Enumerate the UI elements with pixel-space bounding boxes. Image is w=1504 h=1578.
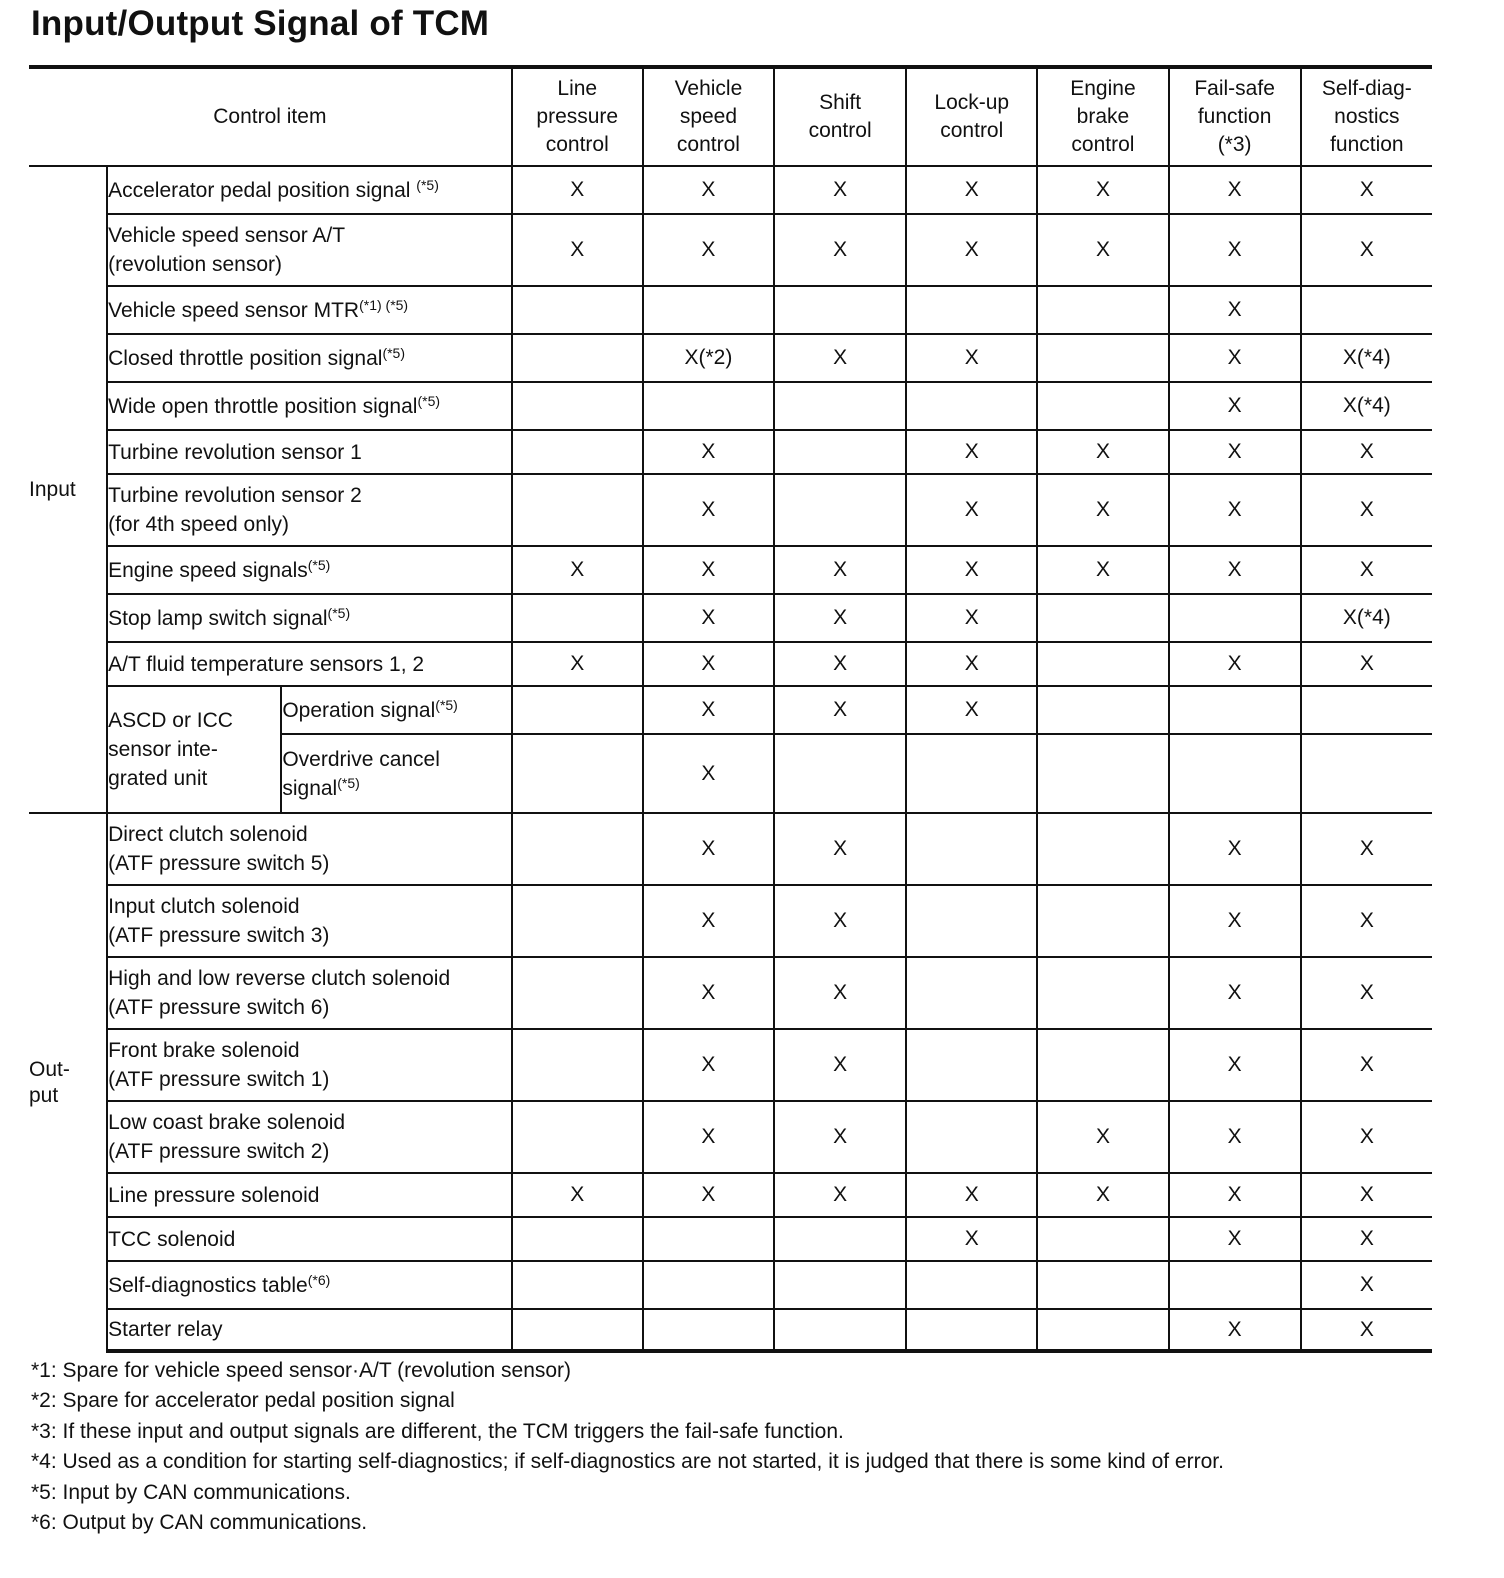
text-line: A/T fluid temperature sensors 1, 2 (108, 652, 425, 676)
mark-cell (906, 1029, 1037, 1101)
mark-cell: X (774, 957, 906, 1029)
mark-cell: X(*2) (643, 334, 774, 382)
mark-cell: X (1169, 957, 1301, 1029)
mark-cell (643, 1309, 774, 1351)
text-line: Self-diag- (1321, 77, 1412, 100)
text-line: function (1330, 133, 1404, 156)
mark-cell: X (1037, 1101, 1168, 1173)
mark-cell (1037, 1261, 1168, 1309)
mark-cell: X (774, 885, 906, 957)
mark-cell: X (643, 813, 774, 885)
footnote-ref: (*5) (417, 392, 441, 409)
mark-cell: X (1169, 1101, 1301, 1173)
text-line: Input (29, 477, 76, 501)
mark-cell (1037, 1029, 1168, 1101)
table-row (29, 686, 1432, 734)
mark-cell: X (1301, 1217, 1432, 1261)
mark-cell (643, 382, 774, 430)
mark-cell: X (512, 642, 643, 686)
page-title: Input/Output Signal of TCM (31, 4, 490, 43)
table-body (29, 166, 1432, 1351)
mark-cell: X (774, 642, 906, 686)
mark-cell (512, 957, 643, 1029)
mark-cell: X (1169, 1309, 1301, 1351)
mark-cell (512, 382, 643, 430)
mark-cell: X (906, 686, 1037, 734)
mark-cell: X (1301, 1101, 1432, 1173)
text-line: Line (557, 77, 598, 100)
mark-cell (1037, 885, 1168, 957)
mark-cell (512, 885, 643, 957)
text-line: nostics (1334, 105, 1400, 128)
table-row (29, 1173, 1432, 1217)
mark-cell: X (774, 334, 906, 382)
text-line: High and low reverse clutch solenoid (108, 967, 451, 990)
mark-cell (774, 382, 906, 430)
mark-cell (1169, 734, 1301, 813)
text-line: ASCD or ICC (108, 709, 233, 732)
text-line: Turbine revolution sensor 2 (108, 484, 362, 507)
table-row (29, 885, 1432, 957)
footnote-4: *4: Used as a condition for starting self-diagnostics; if self-diagnostics are not started, it is judged that there is some kind of error. (31, 1450, 1224, 1474)
mark-cell (774, 286, 906, 334)
mark-cell: X (643, 430, 774, 474)
mark-cell: X (774, 1101, 906, 1173)
mark-cell (1301, 686, 1432, 734)
text-line: Out- (29, 1057, 70, 1081)
mark-cell: X (1169, 382, 1301, 430)
mark-cell: X (643, 642, 774, 686)
mark-cell: X (1301, 1261, 1432, 1309)
mark-cell: X (1169, 642, 1301, 686)
table-row (29, 546, 1432, 594)
mark-cell: X (1169, 474, 1301, 546)
mark-cell: X (643, 1029, 774, 1101)
table-row (29, 1309, 1432, 1351)
table-row (29, 166, 1432, 214)
mark-cell: X (774, 594, 906, 642)
row-label (107, 1101, 512, 1173)
mark-cell: X (906, 214, 1037, 286)
text-line: Self-diagnostics table (108, 1273, 308, 1297)
text-line: Fail-safe (1194, 77, 1275, 100)
mark-cell: X (906, 334, 1037, 382)
text-line: Accelerator pedal position signal (108, 178, 417, 202)
mark-cell (774, 1309, 906, 1351)
mark-cell: X (906, 1217, 1037, 1261)
mark-cell: X (643, 686, 774, 734)
row-label (107, 286, 512, 334)
header-col-1 (512, 67, 643, 166)
row-label (107, 813, 512, 885)
mark-cell: X (643, 957, 774, 1029)
text-line: Engine speed signals (108, 558, 308, 582)
mark-cell (643, 1261, 774, 1309)
text-line: control (545, 133, 609, 156)
text-line: Vehicle speed sensor A/T (108, 224, 346, 247)
mark-cell: X (774, 1173, 906, 1217)
text-line: Lock-up (934, 91, 1010, 114)
mark-cell (512, 686, 643, 734)
mark-cell: X (1301, 1309, 1432, 1351)
mark-cell (512, 1217, 643, 1261)
mark-cell (906, 382, 1037, 430)
mark-cell: X (1301, 885, 1432, 957)
mark-cell (774, 1217, 906, 1261)
footnote-ref: (*6) (307, 1271, 331, 1288)
row-label (281, 734, 511, 813)
mark-cell: X (1301, 813, 1432, 885)
row-label (107, 334, 512, 382)
table-row (29, 813, 1432, 885)
footnote-1: *1: Spare for vehicle speed sensor·A/T (revolution sensor) (31, 1359, 572, 1382)
text-line: Front brake solenoid (108, 1039, 300, 1062)
mark-cell (512, 334, 643, 382)
text-line: Vehicle speed sensor MTR (108, 298, 360, 322)
mark-cell: X (512, 166, 643, 214)
text-line: put (29, 1083, 59, 1107)
mark-cell: X (1301, 474, 1432, 546)
mark-cell (1169, 1261, 1301, 1309)
mark-cell: X (1169, 1173, 1301, 1217)
mark-cell: X (774, 546, 906, 594)
text-line: control (676, 133, 740, 156)
mark-cell: X (1169, 334, 1301, 382)
footnote-ref: (*5) (327, 604, 351, 621)
row-label (107, 1217, 512, 1261)
footnote-2: *2: Spare for accelerator pedal position signal (31, 1389, 455, 1413)
mark-cell (512, 474, 643, 546)
mark-cell (1037, 813, 1168, 885)
footnote-ref: (*5) (307, 556, 331, 573)
text-line: Direct clutch solenoid (108, 823, 308, 846)
mark-cell (906, 957, 1037, 1029)
mark-cell: X (906, 166, 1037, 214)
row-label (107, 885, 512, 957)
header-col-3 (774, 67, 906, 166)
mark-cell (512, 813, 643, 885)
text-line: Input clutch solenoid (108, 895, 300, 918)
mark-cell: X (1301, 1029, 1432, 1101)
mark-cell (512, 430, 643, 474)
text-line: signal (282, 776, 338, 800)
footnote-6: *6: Output by CAN communications. (31, 1511, 368, 1535)
mark-cell: X (906, 1173, 1037, 1217)
footnotes (31, 1356, 1224, 1538)
mark-cell: X (1301, 1173, 1432, 1217)
text-line: control (940, 119, 1004, 142)
text-line: Low coast brake solenoid (108, 1111, 346, 1134)
table-row (29, 214, 1432, 286)
header-col-4 (906, 67, 1037, 166)
mark-cell (1037, 1217, 1168, 1261)
mark-cell (512, 286, 643, 334)
mark-cell: X(*4) (1301, 594, 1432, 642)
mark-cell: X(*4) (1301, 382, 1432, 430)
mark-cell (774, 734, 906, 813)
row-label (281, 686, 511, 734)
mark-cell: X (906, 642, 1037, 686)
text-line: (ATF pressure switch 3) (108, 924, 330, 947)
mark-cell: X (774, 1029, 906, 1101)
text-line: (*3) (1217, 133, 1252, 156)
mark-cell (1037, 334, 1168, 382)
table-row (29, 334, 1432, 382)
footnote-ref: (*5) (435, 696, 458, 713)
row-label (107, 594, 512, 642)
mark-cell: X (512, 1173, 643, 1217)
mark-cell: X (906, 594, 1037, 642)
mark-cell: X (1301, 166, 1432, 214)
mark-cell (643, 1217, 774, 1261)
mark-cell: X (1169, 214, 1301, 286)
table-row (29, 642, 1432, 686)
text-line: Shift (819, 91, 862, 114)
text-line: Vehicle (674, 77, 743, 100)
mark-cell: X (643, 546, 774, 594)
mark-cell (906, 885, 1037, 957)
mark-cell: X (1037, 474, 1168, 546)
mark-cell (906, 734, 1037, 813)
mark-cell: X (906, 474, 1037, 546)
mark-cell: X (774, 813, 906, 885)
mark-cell: X (643, 1101, 774, 1173)
mark-cell: X (906, 546, 1037, 594)
mark-cell: X (1301, 214, 1432, 286)
mark-cell: X (1037, 1173, 1168, 1217)
mark-cell: X (774, 214, 906, 286)
mark-cell (1301, 734, 1432, 813)
row-label (107, 1173, 512, 1217)
text-line: Operation signal (282, 698, 436, 722)
mark-cell: X (1037, 214, 1168, 286)
row-label (107, 474, 512, 546)
table-row (29, 430, 1432, 474)
text-line: Engine (1070, 77, 1136, 100)
mark-cell (1037, 957, 1168, 1029)
footnote-ref: (*5) (382, 344, 405, 361)
group-label-input (29, 166, 107, 813)
row-label (107, 430, 512, 474)
text-line: (ATF pressure switch 6) (108, 996, 330, 1019)
text-line: Turbine revolution sensor 1 (108, 440, 362, 464)
text-line: Starter relay (108, 1318, 223, 1341)
mark-cell: X (1301, 430, 1432, 474)
footnote-ref: (*5) (416, 176, 439, 193)
mark-cell: X (643, 474, 774, 546)
mark-cell: X (643, 734, 774, 813)
mark-cell (906, 286, 1037, 334)
mark-cell (1037, 1309, 1168, 1351)
text-line: speed (679, 105, 738, 128)
text-line: (for 4th speed only) (108, 513, 290, 536)
header-col-2 (643, 67, 774, 166)
mark-cell: X (1169, 546, 1301, 594)
mark-cell: X (643, 214, 774, 286)
mark-cell (1037, 734, 1168, 813)
header-control-item: Control item (29, 67, 512, 166)
table-row (29, 474, 1432, 546)
footnote-5: *5: Input by CAN communications. (31, 1480, 351, 1504)
mark-cell: X (1169, 166, 1301, 214)
text-line: brake (1076, 105, 1130, 128)
text-line: control (808, 119, 872, 142)
row-label (107, 546, 512, 594)
mark-cell: X (643, 1173, 774, 1217)
mark-cell: X (1301, 642, 1432, 686)
row-label (107, 1261, 512, 1309)
mark-cell: X (1169, 1029, 1301, 1101)
row-label (107, 166, 512, 214)
table-row (29, 1217, 1432, 1261)
table-row (29, 1101, 1432, 1173)
mark-cell (1169, 594, 1301, 642)
text-line: (ATF pressure switch 1) (108, 1068, 330, 1091)
mark-cell (906, 813, 1037, 885)
mark-cell: X (774, 166, 906, 214)
ascd-icc-unit-label (107, 686, 281, 813)
mark-cell (1037, 642, 1168, 686)
text-line: control (1071, 133, 1135, 156)
mark-cell: X (1301, 957, 1432, 1029)
footnote-3: *3: If these input and output signals are different, the TCM triggers the fail-safe function. (31, 1419, 844, 1443)
row-label (107, 957, 512, 1029)
table-row (29, 1261, 1432, 1309)
tcm-signal-table (29, 65, 1432, 1353)
text-line: pressure (536, 105, 619, 128)
mark-cell: X (643, 885, 774, 957)
text-line: Overdrive cancel (282, 747, 440, 771)
table-row (29, 1029, 1432, 1101)
table-row (29, 286, 1432, 334)
text-line: (ATF pressure switch 5) (108, 852, 330, 875)
mark-cell: X (643, 594, 774, 642)
mark-cell: X (512, 546, 643, 594)
mark-cell: X (1301, 546, 1432, 594)
mark-cell: X (1169, 885, 1301, 957)
mark-cell (1037, 382, 1168, 430)
mark-cell: X (1169, 813, 1301, 885)
mark-cell (643, 286, 774, 334)
mark-cell (1037, 686, 1168, 734)
mark-cell (512, 594, 643, 642)
mark-cell: X (1169, 430, 1301, 474)
text-line: (revolution sensor) (108, 253, 283, 276)
row-label (107, 1029, 512, 1101)
mark-cell (1037, 286, 1168, 334)
text-line: grated unit (108, 767, 208, 790)
mark-cell: X (1037, 430, 1168, 474)
row-label (107, 1309, 512, 1351)
mark-cell (906, 1101, 1037, 1173)
mark-cell (906, 1309, 1037, 1351)
mark-cell: X (906, 430, 1037, 474)
footnote-ref: (*1) (*5) (359, 296, 409, 313)
row-label (107, 214, 512, 286)
text-line: function (1197, 105, 1272, 128)
table-row (29, 382, 1432, 430)
text-line: Closed throttle position signal (108, 346, 383, 370)
header-row (29, 67, 1432, 166)
text-line: (ATF pressure switch 2) (108, 1140, 330, 1163)
mark-cell: X (512, 214, 643, 286)
text-line: TCC solenoid (108, 1227, 236, 1251)
mark-cell: X (1169, 286, 1301, 334)
mark-cell (512, 734, 643, 813)
table-row (29, 594, 1432, 642)
mark-cell: X(*4) (1301, 334, 1432, 382)
mark-cell: X (1037, 166, 1168, 214)
mark-cell (512, 1309, 643, 1351)
mark-cell (774, 430, 906, 474)
mark-cell (774, 474, 906, 546)
text-line: Wide open throttle position signal (108, 394, 418, 418)
mark-cell (1037, 594, 1168, 642)
mark-cell (512, 1029, 643, 1101)
header-col-6 (1169, 67, 1301, 166)
mark-cell: X (1037, 546, 1168, 594)
text-line: Stop lamp switch signal (108, 606, 328, 630)
mark-cell: X (1169, 1217, 1301, 1261)
table-row (29, 957, 1432, 1029)
footnote-ref: (*5) (337, 774, 360, 791)
mark-cell (774, 1261, 906, 1309)
mark-cell: X (774, 686, 906, 734)
row-label (107, 642, 512, 686)
header-col-5 (1037, 67, 1168, 166)
mark-cell (1301, 286, 1432, 334)
row-label (107, 382, 512, 430)
header-col-7 (1301, 67, 1432, 166)
mark-cell (512, 1101, 643, 1173)
mark-cell (906, 1261, 1037, 1309)
text-line: Line pressure solenoid (108, 1183, 320, 1207)
mark-cell: X (643, 166, 774, 214)
text-line: sensor inte- (108, 738, 218, 761)
mark-cell (1169, 686, 1301, 734)
group-label-output (29, 813, 107, 1351)
mark-cell (512, 1261, 643, 1309)
